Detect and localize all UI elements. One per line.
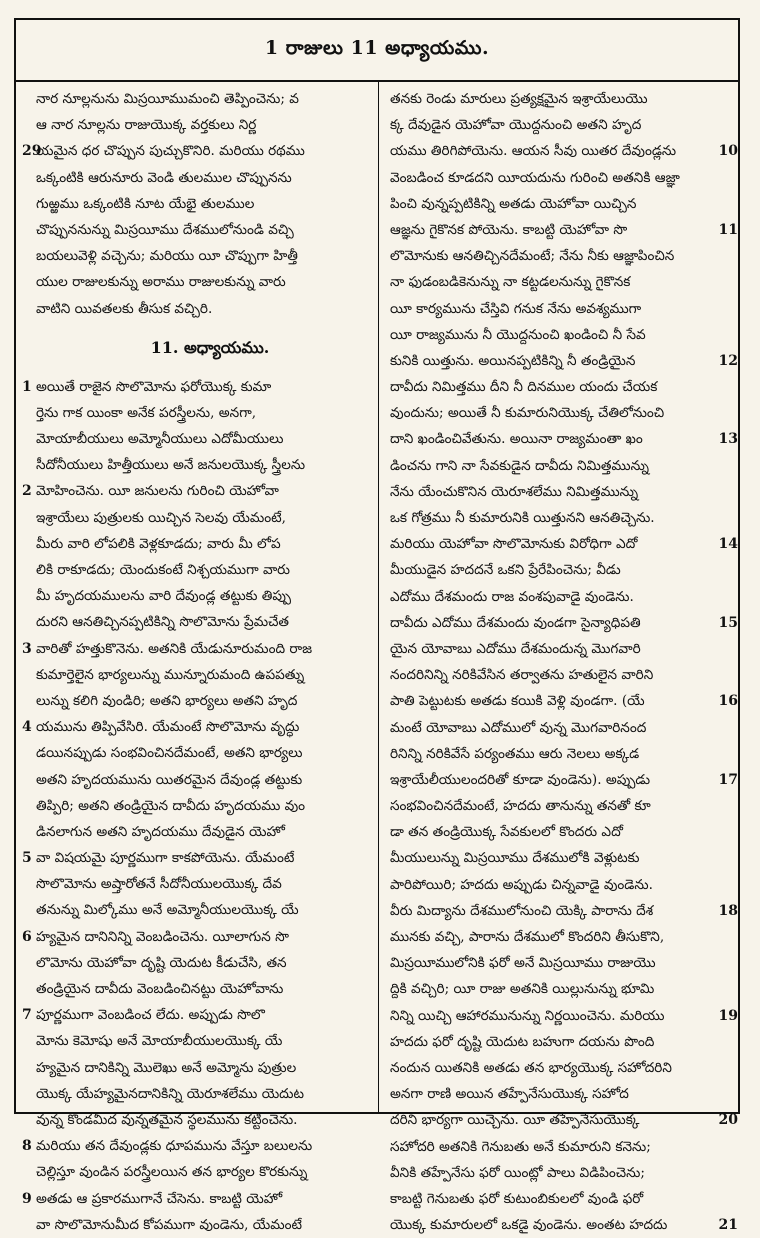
verse-text: మోహించెను. యీ జనులను గురించి యెహోవా xyxy=(36,483,279,500)
text-line xyxy=(22,1002,366,1028)
verse-text: నా ఫుడంబడికెనున్ను నా కట్టడలనున్ను గైకొనక xyxy=(390,274,631,291)
text-line xyxy=(390,662,708,688)
verse-text: వాటిని యివతలకు తీసుక వచ్చిరి. xyxy=(36,300,213,317)
verse-text: దురని ఆనతిచ్చినప్పటికిన్ని సొలొమోను ప్రేమచేత xyxy=(36,614,289,631)
verse-text: యీ రాజ్యమును నీ యొద్దనుంచి ఖండించి నీ సేవ xyxy=(390,326,646,343)
verse-text: సంభవించినదేమంటే, హదదు తానున్ను తనతో కూ xyxy=(390,798,651,815)
text-line xyxy=(390,1081,708,1107)
text-line xyxy=(36,165,366,191)
verse-text: తనకు రెండు మారులు ప్రత్యక్షమైన ఇశ్రాయేలుయొ xyxy=(390,91,648,107)
chapter-heading: 11. అధ్యాయము. xyxy=(150,337,270,357)
verse-number: 21 xyxy=(718,1217,738,1234)
text-line xyxy=(390,531,738,557)
verse-text: వారితో హత్తుకొనెను. అతనికి యేడునూరుమంది రాజ xyxy=(36,640,313,657)
verse-number: 3 xyxy=(22,640,32,657)
verse-text: మీయులున్ను మిస్రయీము దేశములోకి వెళ్లుటకు xyxy=(390,850,640,867)
text-line xyxy=(36,452,366,478)
verse-text: బయలువెళ్లి వచ్చెను; మరియు యీ చొప్పుగా హిత్తీ xyxy=(36,248,298,265)
verse-text: కుమార్తెలైన భార్యలున్ను మున్నూరుమంది ఉపపత్ను xyxy=(36,666,305,683)
verse-number: 20 xyxy=(718,1112,738,1129)
verse-text: అతడు ఆ ప్రకారముగానే చేసెను. కాబట్టి యెహో xyxy=(36,1190,283,1207)
text-line xyxy=(36,609,366,635)
verse-number: 8 xyxy=(22,1138,32,1155)
verse-number: 5 xyxy=(22,850,32,867)
verse-text: చెల్లిస్తూ వుండిన పరస్త్రీలయిన తన భార్యల కొరకున్ను xyxy=(36,1164,308,1181)
verse-text: ఒక్కంటికి ఆరునూరు వెండి తులముల చొప్పునను xyxy=(36,169,292,186)
verse-text: వెంబడించ కూడదని యీయదును గురించి అతనికి ఆజ్ఞా xyxy=(390,169,680,186)
text-line xyxy=(390,715,708,741)
text-line xyxy=(36,1107,366,1133)
text-line xyxy=(390,1055,708,1081)
text-line xyxy=(390,1134,708,1160)
text-line xyxy=(390,793,708,819)
text-line xyxy=(390,1186,708,1212)
text-line xyxy=(36,505,366,531)
text-line xyxy=(390,924,708,950)
text-line xyxy=(36,531,366,557)
text-line xyxy=(36,243,366,269)
text-line xyxy=(390,322,708,348)
verse-text: మీరు వారి లోపలికి వెళ్లకూడదు; వారు మీ లోప xyxy=(36,535,281,552)
verse-text: కాబట్టి గెనుబతు ఫరో కుటుంబికులలో వుండి ఫరో xyxy=(390,1190,644,1207)
verse-text: మిస్రయీములోనికి ఫరో అనే మిస్రయీము రాజుయొ xyxy=(390,955,656,972)
verse-text: యమును తిప్పివేసిరి. యేమంటే సొలొమోను వృద్ధు xyxy=(36,719,300,736)
verse-number: 4 xyxy=(22,719,32,736)
text-line xyxy=(36,191,366,217)
text-line xyxy=(390,636,708,662)
verse-text: అయితే రాజైన సొలొమోను ఫరోయొక్క కుమా xyxy=(36,378,272,395)
page-header xyxy=(16,20,738,82)
text-line xyxy=(36,557,366,583)
verse-text: సహోదరి అతనికి గెనుబతు అనే కుమారుని కనెను; xyxy=(390,1138,651,1155)
verse-number: 14 xyxy=(718,536,738,553)
text-line xyxy=(22,1133,366,1159)
verse-text: మీ హృదయములను వారి దేవుండ్ల తట్టుకు తిప్పు xyxy=(36,588,292,605)
text-line xyxy=(390,976,708,1002)
verse-number: 19 xyxy=(718,1007,738,1024)
text-line xyxy=(390,741,708,767)
verse-text: లొమోనుకు ఆనతిచ్చినదేమంటే; నేను నీకు ఆజ్ఞాపించిన xyxy=(390,248,675,265)
verse-text: మరియు యెహోవా సొలొమోనుకు విరోధిగా ఎదో xyxy=(390,536,638,553)
verse-number: 11 xyxy=(718,221,738,238)
page-title: 1 రాజులు 11 అధ్యాయము. xyxy=(264,36,490,59)
verse-text: అతని హృదయమును యితరమైన దేవుండ్ల తట్టుకు xyxy=(36,771,303,788)
text-line xyxy=(390,845,708,871)
text-line xyxy=(390,1003,738,1029)
verse-text: డా తన తండ్రియొక్క సేవకులలో కొందరు ఎదో xyxy=(390,824,623,841)
text-line xyxy=(36,950,366,976)
text-line xyxy=(22,714,366,740)
text-line xyxy=(36,269,366,295)
verse-number: 1 xyxy=(22,378,32,395)
verse-text: మోయాబీయులు అమ్మోనీయులు ఎదోమీయులు xyxy=(36,431,284,448)
verse-text: ఇశ్రాయేలీయులందరితో కూడా వుండెను). అప్పుడు xyxy=(390,771,651,788)
text-line xyxy=(22,138,366,164)
verse-text: నందున యితనికి అతడు తన భార్యయొక్క సహోదరిని xyxy=(390,1059,672,1076)
verse-text: మరియు తన దేవుండ్లకు ధూపమును వేస్తూ బలులను xyxy=(36,1138,313,1155)
verse-text: యుల రాజులకున్ను అరాము రాజులకున్ను వారు xyxy=(36,274,286,291)
verse-text: కునికి యిత్తును. అయినప్పటికిన్ని నీ తండ్రియైన xyxy=(390,352,636,369)
verse-text: దరిని భార్యగా యిచ్చెను. యీ తహ్పేనేసుయొక్క xyxy=(390,1112,640,1129)
verse-text: దావీదు నిమిత్తము దీని నీ దినముల యందు చేయక xyxy=(390,379,658,396)
text-line xyxy=(390,374,708,400)
verse-text: పాతి పెట్టుటకు అతడు కయికి వెళ్లి వుండగా. (యే xyxy=(390,693,645,710)
text-line xyxy=(390,688,738,714)
right-column xyxy=(390,86,738,1238)
verse-text: ర్తెను గాక యింకా అనేక పరస్త్రీలను, అనగా, xyxy=(36,404,257,421)
text-line xyxy=(390,767,738,793)
text-line xyxy=(390,610,738,636)
verse-text: నిన్ని యిచ్చి ఆహారమునున్ను నిర్ణయించెను. మరియు xyxy=(390,1007,665,1024)
verse-text: ఒక గోత్రము నీ కుమారునికి యిత్తునని ఆనతిచ్చెను. xyxy=(390,510,655,526)
text-line xyxy=(390,557,708,583)
text-line xyxy=(36,819,366,845)
text-line xyxy=(36,871,366,897)
verse-text: వీనికి తహ్పేనేసు ఫరో యింట్లో పాలు విడిపించెను; xyxy=(390,1164,645,1181)
verse-text: ఎదోము దేశమందు రాజ వంశపువాడై వుండెను. xyxy=(390,588,634,605)
verse-text: నేను యేంచుకొనిన యెరూశలేము నిమిత్తమున్ను xyxy=(390,483,639,500)
verse-number: 15 xyxy=(718,614,738,631)
left-column-bottom xyxy=(22,374,366,1238)
text-line xyxy=(390,1212,738,1238)
verse-text: తండ్రియైన దావీదు వెంబడించినట్టు యెహోవాను xyxy=(36,981,284,997)
verse-text: డయినప్పుడు సంభవించినదేమంటే, అతని భార్యలు xyxy=(36,745,303,762)
text-line xyxy=(390,217,738,243)
verse-text: సీదోనీయులు హిత్తీయులు అనే జనులయొక్క స్త్రీలను xyxy=(36,457,306,474)
verse-text: సొలొమోను అష్తారోతనే సీదోనీయులయొక్క దేవ xyxy=(36,876,282,893)
verse-text: యీ కార్యమును చేస్తివి గనుక నేను అవశ్యముగా xyxy=(390,300,642,317)
verse-text: మంటే యోవాబు ఎదోములో వున్న మొగవారినంద xyxy=(390,719,647,736)
verse-text: తనున్ను మిల్కోము అనే అమ్మోనీయులయొక్క యే xyxy=(36,902,299,919)
page-frame xyxy=(14,18,740,1234)
text-line xyxy=(36,767,366,793)
text-line xyxy=(390,269,708,295)
text-line xyxy=(36,1028,366,1054)
verse-number: 13 xyxy=(718,431,738,448)
text-line xyxy=(36,583,366,609)
text-line xyxy=(390,243,708,269)
left-column-top xyxy=(22,86,366,322)
verse-text: ఆ నార నూల్లను రాజుయొక్క వర్తకులు నిర్ణ xyxy=(36,117,257,134)
text-line xyxy=(36,1081,366,1107)
verse-text: ఇశ్రాయేలు పుత్రులకు యిచ్చిన సెలవు యేమంటే, xyxy=(36,509,286,526)
verse-text: రినిన్ని నరికివేసే పర్యంతము ఆరు నెలలు అక్కడ xyxy=(390,745,640,762)
verse-number: 16 xyxy=(718,693,738,710)
text-line xyxy=(390,165,708,191)
verse-text: గుఱ్ఱము ఒక్కంటికి నూట యేభై తులముల xyxy=(36,195,255,212)
text-line xyxy=(390,584,708,610)
verse-text: వుందును; అయితే నీ కుమారునియొక్క చేతిలోనుంచి xyxy=(390,405,665,422)
text-line xyxy=(36,897,366,923)
verse-text: క్క దేవుడైన యెహోవా యొద్దనుంచి అతని హృద xyxy=(390,117,642,134)
text-line xyxy=(390,86,708,112)
verse-text: లున్ను కలిగి వుండిరి; అతని భార్యలు అతని హృద xyxy=(36,692,298,709)
verse-text: అనగా రాణి అయిన తహ్పేనేసుయొక్క సహోద xyxy=(390,1086,629,1103)
verse-text: యైన యోవాబు ఎదోము దేశమందున్న మొగవారి xyxy=(390,640,641,657)
text-line xyxy=(36,793,366,819)
text-line xyxy=(390,400,708,426)
text-line xyxy=(22,636,366,662)
verse-text: ఆజ్ఞను గైకొనక పోయెను. కాబట్టి యెహోవా సొ xyxy=(390,221,628,238)
verse-text: తిప్పిరి; అతని తండ్రియైన దావీదు హృదయము వుం xyxy=(36,797,306,814)
text-line xyxy=(22,924,366,950)
text-line xyxy=(390,112,708,138)
text-line xyxy=(22,374,366,400)
text-line xyxy=(390,1029,708,1055)
verse-text: మునకు వచ్చి, పారాను దేశములో కొందరిని తీసుకొని, xyxy=(390,929,665,945)
verse-text: హదదు ఫరో దృష్టి యెదుట బహుగా దయను పొంది xyxy=(390,1033,655,1050)
verse-text: నందరినిన్ని నరికివేసిన తర్వాతను హతులైన వారిని xyxy=(390,667,654,684)
text-line xyxy=(390,898,738,924)
verse-text: డినలాగున అతని హృదయము దేవుడైన యెహో xyxy=(36,823,285,840)
verse-number: 6 xyxy=(22,928,32,945)
verse-text: పారిపోయిరి; హదదు అప్పుడు చిన్నవాడై వుండెను. xyxy=(390,876,653,893)
verse-text: వా సొలొమోనుమీద కోపముగా వుండెను, యేమంటే xyxy=(36,1216,303,1233)
verse-number: 7 xyxy=(22,1007,32,1024)
text-line xyxy=(36,1159,366,1185)
verse-text: యము తిరిగిపోయెను. ఆయన సీవు యితర దేవుండ్లను xyxy=(390,143,677,160)
text-line xyxy=(390,426,738,452)
verse-text: యొక్క యేహ్యమైనదానికిన్ని యెరూశలేము యెదుట xyxy=(36,1085,304,1102)
verse-number: 10 xyxy=(718,143,738,160)
text-line xyxy=(36,740,366,766)
text-line xyxy=(390,296,708,322)
text-line xyxy=(36,217,366,243)
verse-text: మీయుడైన హదదనే ఒకని ప్రేరేపించెను; వీడు xyxy=(390,562,621,579)
verse-text: నార నూల్లనును మిస్రయీముమంచి తెప్పించెను; వ xyxy=(36,91,299,107)
text-line xyxy=(390,453,708,479)
text-line xyxy=(36,688,366,714)
verse-text: ద్దికి వచ్చిరి; యీ రాజు అతనికి యిల్లునున్ను భూమి xyxy=(390,981,655,998)
verse-text: మోను కెమోషు అనే మోయాబీయులయొక్క యే xyxy=(36,1033,283,1050)
text-line xyxy=(22,845,366,871)
verse-text: పించి వున్నప్పటికిన్ని అతడు యెహోవా యిచ్చిన xyxy=(390,195,637,212)
text-line xyxy=(36,1212,366,1238)
text-line xyxy=(36,1055,366,1081)
verse-text: హ్యమైన దానికిన్ని మొలెఖు అనే అమ్మోను పుత్రుల xyxy=(36,1059,297,1076)
verse-text: లికి రాకూడదు; యెందుకంటే నిశ్చయముగా వారు xyxy=(36,562,290,578)
verse-number: 18 xyxy=(718,902,738,919)
verse-text: పూర్ణముగా వెంబడించ లేదు. అప్పుడు సొలొ xyxy=(36,1007,265,1024)
text-line xyxy=(390,479,708,505)
text-line xyxy=(390,872,708,898)
column-divider xyxy=(378,80,379,1112)
text-line xyxy=(36,86,366,112)
text-line xyxy=(36,976,366,1002)
text-line xyxy=(22,1186,366,1212)
text-line xyxy=(390,138,738,164)
text-line xyxy=(36,112,366,138)
verse-number: 17 xyxy=(718,771,738,788)
verse-number: 12 xyxy=(718,352,738,369)
text-line xyxy=(390,348,738,374)
text-line xyxy=(390,1107,738,1133)
text-line xyxy=(36,400,366,426)
verse-text: హ్యమైన దానినిన్ని వెంబడించెను. యీలాగున సొ xyxy=(36,928,289,945)
text-line xyxy=(390,505,708,531)
verse-text: వీరు మిద్యాను దేశములోనుంచి యెక్కి పారాను దేశ xyxy=(390,902,654,919)
verse-number: 29 xyxy=(22,143,42,160)
verse-text: వా విషయమై పూర్ణముగా కాకపోయెను. యేమంటే xyxy=(36,850,295,867)
left-column xyxy=(22,86,366,1238)
text-line xyxy=(36,296,366,322)
text-line xyxy=(22,478,366,504)
text-line xyxy=(36,662,366,688)
verse-text: లొమోను యెహోవా దృష్టి యెదుట కీడుచేసి, తన xyxy=(36,954,287,971)
verse-text: దావీదు ఎదోము దేశమందు వుండగా సైన్యాధిపతి xyxy=(390,614,641,631)
verse-text: డించను గాని నా సేవకుడైన దావీదు నిమిత్తమున్ను xyxy=(390,457,649,474)
verse-text: వున్న కొండమీద వున్నతమైన స్థలమును కట్టించెను. xyxy=(36,1111,298,1128)
verse-number: 9 xyxy=(22,1190,32,1207)
text-line xyxy=(36,426,366,452)
verse-text: చొప్పుననున్ను మిస్రయీము దేశములోనుండి వచ్చి xyxy=(36,221,294,238)
verse-text: దాని ఖండించివేతును. అయినా రాజ్యమంతా ఖం xyxy=(390,431,643,448)
text-line xyxy=(390,950,708,976)
verse-number: 2 xyxy=(22,483,32,500)
text-line xyxy=(390,1160,708,1186)
verse-text: యొక్క కుమారులలో ఒకడై వుండెను. అంతట హదదు xyxy=(390,1217,668,1234)
text-line xyxy=(390,819,708,845)
text-line xyxy=(390,191,708,217)
verse-text: యమైన ధర చొప్పున పుచ్చుకొనిరి. మరియు రథము xyxy=(36,143,305,160)
